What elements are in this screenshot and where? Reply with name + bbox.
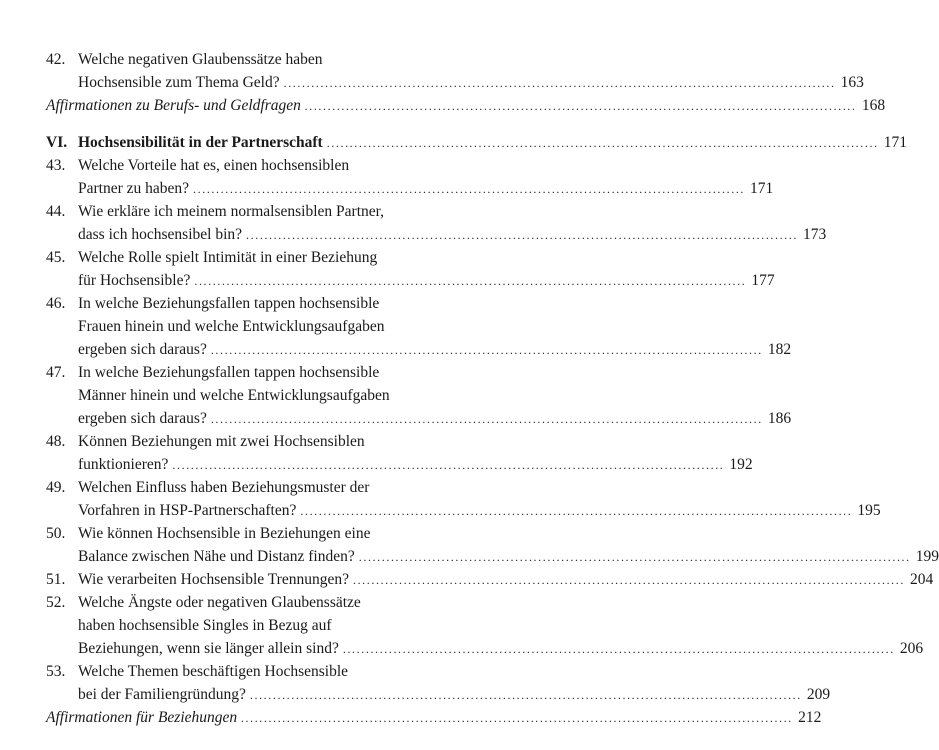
toc-entry-53-line2 (44, 683, 831, 706)
page-number: 173 (803, 226, 827, 243)
entry-text: Balance zwischen Nähe und Distanz finden? (78, 548, 355, 565)
toc-affirmations-career (44, 94, 886, 117)
toc-entry-43-line1 (44, 154, 394, 177)
dot-leader: ........................................................................................................................ (172, 458, 725, 472)
entry-text: Affirmationen für Beziehungen (46, 709, 238, 726)
entry-text: Affirmationen zu Berufs- und Geldfragen (46, 97, 301, 114)
dot-leader: ........................................................................................................................ (358, 550, 911, 564)
page-number: 182 (767, 341, 792, 358)
toc-entry-42-line1 (44, 48, 394, 71)
toc-entry-46-line2 (44, 315, 394, 338)
page-number: 209 (806, 686, 831, 703)
entry-text: Beziehungen, wenn sie länger allein sind? (78, 640, 339, 657)
toc-entry-53-line1 (44, 660, 394, 683)
page-number: 199 (915, 548, 939, 565)
page-number: 168 (861, 97, 886, 114)
toc-entry-44-line2 (44, 223, 827, 246)
toc-entry-44-line1 (44, 200, 394, 223)
chapter-title: Hochsensibilität in der Partnerschaft (78, 134, 323, 151)
page-number: 192 (729, 456, 753, 473)
entry-number: 49. (46, 479, 66, 496)
entry-number: 52. (46, 594, 66, 611)
entry-number: 43. (46, 157, 66, 174)
toc-entry-52-line2 (44, 614, 394, 637)
entry-text: Welchen Einfluss haben Beziehungsmuster der (78, 479, 370, 496)
dot-leader: ........................................................................................................................ (283, 76, 836, 90)
dot-leader: ........................................................................................................................ (342, 642, 895, 656)
entry-number: 47. (46, 364, 66, 381)
entry-text: Welche Themen beschäftigen Hochsensible (78, 663, 349, 680)
entry-text: ergeben sich daraus? (78, 341, 207, 358)
toc-entry-48-line2 (44, 453, 753, 476)
entry-text: Männer hinein und welche Entwicklungsaufgaben (78, 387, 390, 404)
entry-text: Vorfahren in HSP-Partnerschaften? (78, 502, 297, 519)
page-number: 163 (840, 74, 864, 91)
dot-leader: ........................................................................................................................ (352, 573, 905, 587)
entry-text: Welche negativen Glaubenssätze haben (78, 51, 323, 68)
toc-entry-42-line2 (44, 71, 864, 94)
entry-number: 42. (46, 51, 66, 68)
toc-entry-47-line2 (44, 384, 394, 407)
entry-text: Wie können Hochsensible in Beziehungen eine (78, 525, 371, 542)
page-number: 171 (883, 134, 907, 151)
page-number: 206 (899, 640, 924, 657)
toc-entry-49-line2 (44, 499, 881, 522)
page-number: 186 (767, 410, 792, 427)
entry-text: funktionieren? (78, 456, 169, 473)
entry-text: Hochsensible zum Thema Geld? (78, 74, 280, 91)
toc-entry-48-line1 (44, 430, 394, 453)
dot-leader: ........................................................................................................................ (241, 711, 794, 725)
entry-text: Welche Rolle spielt Intimität in einer Beziehung (78, 249, 378, 266)
dot-leader: ........................................................................................................................ (300, 504, 853, 518)
entry-text: ergeben sich daraus? (78, 410, 207, 427)
toc-entry-47-line1 (44, 361, 394, 384)
entry-text: haben hochsensible Singles in Bezug auf (78, 617, 332, 634)
entry-number: 45. (46, 249, 66, 266)
dot-leader: ........................................................................................................................ (210, 343, 763, 357)
dot-leader: ........................................................................................................................ (304, 99, 857, 113)
dot-leader: ........................................................................................................................ (194, 274, 747, 288)
entry-text: Frauen hinein und welche Entwicklungsaufgaben (78, 318, 385, 335)
page-number: 171 (750, 180, 774, 197)
entry-number: 50. (46, 525, 66, 542)
entry-text: Wie erkläre ich meinem normalsensiblen Partner, (78, 203, 385, 220)
entry-text: In welche Beziehungsfallen tappen hochsensible (78, 295, 380, 312)
dot-leader: ........................................................................................................................ (249, 688, 802, 702)
toc-entry-52-line1 (44, 591, 394, 614)
dot-leader: ........................................................................................................................ (246, 228, 799, 242)
entry-text: Können Beziehungen mit zwei Hochsensiblen (78, 433, 365, 450)
toc-entry-46-line3 (44, 338, 792, 361)
dot-leader: ........................................................................................................................ (326, 136, 879, 150)
entry-number: 46. (46, 295, 66, 312)
entry-text: bei der Familiengründung? (78, 686, 246, 703)
page-number: 204 (909, 571, 934, 588)
entry-text: Welche Ängste oder negativen Glaubenssätze (78, 594, 361, 611)
entry-text: In welche Beziehungsfallen tappen hochsensible (78, 364, 380, 381)
toc-entry-52-line3 (44, 637, 924, 660)
toc-entry-46-line1 (44, 292, 394, 315)
toc-chapter-6 (44, 131, 907, 154)
chapter-number: VI. (46, 134, 68, 151)
page-number: 212 (798, 709, 822, 726)
entry-text: für Hochsensible? (78, 272, 191, 289)
entry-text: Partner zu haben? (78, 180, 190, 197)
toc-entry-51 (44, 568, 934, 591)
entry-text: Wie verarbeiten Hochsensible Trennungen? (78, 571, 349, 588)
entry-number: 48. (46, 433, 66, 450)
toc-affirmations-relationships (44, 706, 822, 729)
entry-text: dass ich hochsensibel bin? (78, 226, 243, 243)
page-number: 177 (751, 272, 775, 289)
toc-entry-50-line2 (44, 545, 939, 568)
toc-entry-43-line2 (44, 177, 774, 200)
dot-leader: ........................................................................................................................ (193, 182, 746, 196)
entry-number: 44. (46, 203, 66, 220)
page-number: 195 (857, 502, 881, 519)
toc-entry-50-line1 (44, 522, 394, 545)
toc-entry-49-line1 (44, 476, 394, 499)
entry-text: Welche Vorteile hat es, einen hochsensiblen (78, 157, 350, 174)
toc-entry-45-line2 (44, 269, 775, 292)
entry-number: 51. (46, 571, 66, 588)
entry-number: 53. (46, 663, 66, 680)
toc-entry-47-line3 (44, 407, 792, 430)
dot-leader: ........................................................................................................................ (210, 412, 763, 426)
toc-entry-45-line1 (44, 246, 394, 269)
